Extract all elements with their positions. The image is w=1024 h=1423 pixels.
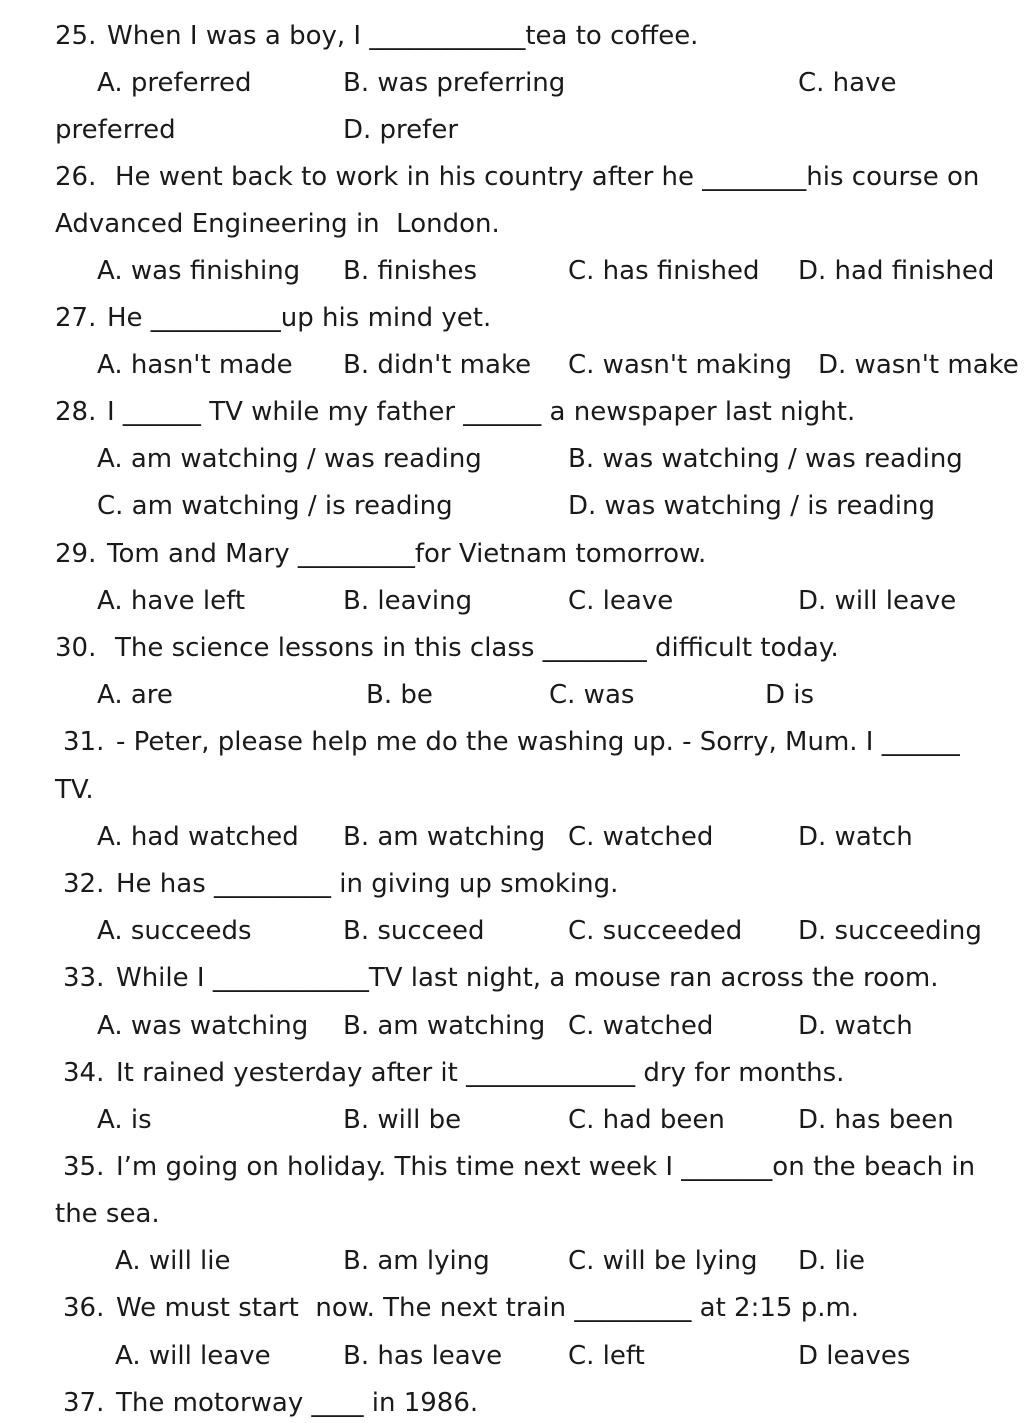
option-d: D. had finished bbox=[798, 256, 995, 286]
question-number: 34. bbox=[63, 1058, 105, 1088]
question-stem: We must start now. The next train _________ at 2:15 p.m. bbox=[116, 1293, 860, 1323]
option-a: A. had watched bbox=[97, 822, 299, 852]
option-a: A. was watching bbox=[97, 1011, 309, 1041]
option-b: B. didn't make bbox=[343, 350, 532, 380]
option-d: D. lie bbox=[798, 1246, 865, 1276]
option-c: C. watched bbox=[568, 822, 714, 852]
option-c: C. had been bbox=[568, 1105, 725, 1135]
option-d: D leaves bbox=[798, 1341, 911, 1371]
question-number: 26. bbox=[55, 162, 97, 192]
option-c: C. am watching / is reading bbox=[97, 491, 453, 521]
question-number: 27. bbox=[55, 303, 97, 333]
question-stem: I ______ TV while my father ______ a newspaper last night. bbox=[107, 397, 856, 427]
option-a: A. are bbox=[97, 680, 173, 710]
question-stem: He has _________ in giving up smoking. bbox=[116, 869, 619, 899]
question-stem: - Peter, please help me do the washing up. - Sorry, Mum. I ______ bbox=[116, 727, 960, 757]
option-b: B. am watching bbox=[343, 822, 546, 852]
question-stem: Tom and Mary _________for Vietnam tomorrow. bbox=[107, 539, 707, 569]
option-d: D. will leave bbox=[798, 586, 957, 616]
option-d: D. watch bbox=[798, 1011, 913, 1041]
question-stem: The science lessons in this class ________ difficult today. bbox=[115, 633, 839, 663]
question-number: 36. bbox=[63, 1293, 105, 1323]
question-number: 29. bbox=[55, 539, 97, 569]
option-b: B. was preferring bbox=[343, 68, 566, 98]
option-c: C. left bbox=[568, 1341, 645, 1371]
option-c: C. watched bbox=[568, 1011, 714, 1041]
option-b: B. am watching bbox=[343, 1011, 546, 1041]
option-b: B. has leave bbox=[343, 1341, 503, 1371]
option-b: B. am lying bbox=[343, 1246, 490, 1276]
option-b: B. was watching / was reading bbox=[568, 444, 963, 474]
option-c: C. have bbox=[798, 68, 897, 98]
question-stem: I’m going on holiday. This time next week I _______on the beach in bbox=[116, 1152, 976, 1182]
option-c: C. succeeded bbox=[568, 916, 743, 946]
question-number: 32. bbox=[63, 869, 105, 899]
question-stem: While I ____________TV last night, a mouse ran across the room. bbox=[116, 963, 939, 993]
question-number: 28. bbox=[55, 397, 97, 427]
option-a: A. succeeds bbox=[97, 916, 252, 946]
option-d: D. succeeding bbox=[798, 916, 982, 946]
option-b: B. finishes bbox=[343, 256, 478, 286]
option-c-continued: preferred bbox=[55, 115, 176, 145]
question-stem: He __________up his mind yet. bbox=[107, 303, 492, 333]
question-number: 37. bbox=[63, 1388, 105, 1418]
question-number: 25. bbox=[55, 21, 97, 51]
question-stem: He went back to work in his country after he ________his course on bbox=[115, 162, 980, 192]
option-c: C. leave bbox=[568, 586, 674, 616]
question-number: 30. bbox=[55, 633, 97, 663]
question-number: 31. bbox=[63, 727, 105, 757]
option-b: B. be bbox=[366, 680, 433, 710]
question-stem-continued: Advanced Engineering in London. bbox=[55, 209, 500, 239]
option-d: D is bbox=[765, 680, 815, 710]
option-a: A. have left bbox=[97, 586, 246, 616]
option-c: C. has finished bbox=[568, 256, 760, 286]
option-d: D. wasn't make bbox=[818, 350, 1019, 380]
option-a: A. was finishing bbox=[97, 256, 301, 286]
option-d: D. prefer bbox=[343, 115, 459, 145]
option-a: A. is bbox=[97, 1105, 152, 1135]
option-a: A. will leave bbox=[115, 1341, 271, 1371]
option-a: A. preferred bbox=[97, 68, 252, 98]
option-b: B. succeed bbox=[343, 916, 485, 946]
question-stem-continued: the sea. bbox=[55, 1199, 160, 1229]
question-stem-continued: TV. bbox=[55, 775, 94, 805]
option-c: C. was bbox=[549, 680, 635, 710]
question-stem: The motorway ____ in 1986. bbox=[116, 1388, 479, 1418]
question-stem: It rained yesterday after it _____________ dry for months. bbox=[116, 1058, 845, 1088]
option-a: A. hasn't made bbox=[97, 350, 293, 380]
option-a: A. am watching / was reading bbox=[97, 444, 482, 474]
option-a: A. will lie bbox=[115, 1246, 231, 1276]
option-c: C. will be lying bbox=[568, 1246, 758, 1276]
option-c: C. wasn't making bbox=[568, 350, 793, 380]
option-b: B. leaving bbox=[343, 586, 473, 616]
question-number: 33. bbox=[63, 963, 105, 993]
option-d: D. has been bbox=[798, 1105, 954, 1135]
option-d: D. was watching / is reading bbox=[568, 491, 936, 521]
option-b: B. will be bbox=[343, 1105, 462, 1135]
question-stem: When I was a boy, I ____________tea to coffee. bbox=[107, 21, 699, 51]
option-d: D. watch bbox=[798, 822, 913, 852]
question-number: 35. bbox=[63, 1152, 105, 1182]
